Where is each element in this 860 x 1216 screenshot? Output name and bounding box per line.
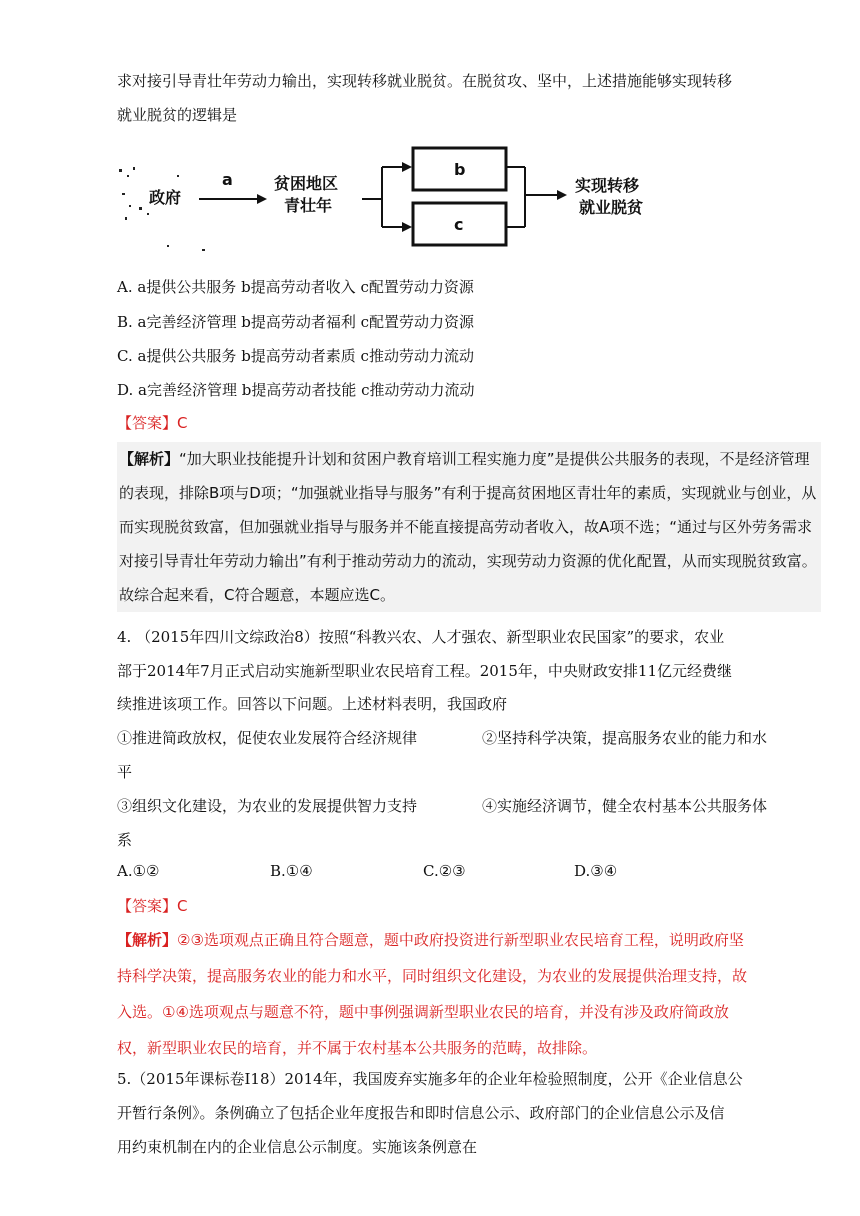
box-c-label: c bbox=[454, 215, 464, 234]
merge-head bbox=[557, 190, 567, 200]
diagram-result-line1: 实现转移 bbox=[575, 176, 640, 195]
q4-option-b: B.①④ bbox=[270, 862, 313, 880]
q5-line-3: 用约束机制在内的企业信息公示制度。实施该条例意在 bbox=[117, 1138, 478, 1156]
diagram-middle-line1: 贫困地区 bbox=[274, 174, 339, 193]
to-b-head bbox=[402, 162, 412, 172]
diagram-result-line2: 就业脱贫 bbox=[579, 198, 644, 217]
q3-analysis-text: “加大职业技能提升计划和贫困户教育培训工程实施力度”是提供公共服务的表现，不是经济管理的表现，排除B项与D项；“加强就业指导与服务”有利于提高贫困地区青壮年的素质，实现就业与创业，从而实现脱贫致富，但加强就业指导与服务并不能直接提高劳动者收入，故A项不选；“通过与区外劳务需求对接引导青壮年劳动力输出”有利于推动劳动力的流动，实现劳动力资源的优化配置，从而实现脱贫致富。故综合起来看，C符合题意，本题应选C。 bbox=[119, 450, 817, 604]
q3-option-b: B. a完善经济管理 b提高劳动者福利 c配置劳动力资源 bbox=[117, 313, 475, 331]
q3-option-a: A. a提供公共服务 b提高劳动者收入 c配置劳动力资源 bbox=[117, 278, 474, 296]
q4-option-a: A.①② bbox=[117, 862, 160, 880]
diagram-gov-label: 政府 bbox=[149, 188, 182, 207]
intro-line-2: 就业脱贫的逻辑是 bbox=[117, 106, 238, 124]
q4-analysis-text: ②③选项观点正确且符合题意，题中政府投资进行新型职业农民培育工程，说明政府坚持科学决策，提高服务农业的能力和水平，同时组织文化建设，为农业的发展提供治理支持，故入选。①④选项观点与题意不符，题中事例强调新型职业农民的培育，并没有涉及政府简政放权，新型职业农民的培育，并不属于农村基本公共服务的范畴，故排除。 bbox=[117, 931, 748, 1057]
q3-option-c: C. a提供公共服务 b提高劳动者素质 c推动劳动力流动 bbox=[117, 347, 474, 365]
q4-statement-2b: 平 bbox=[117, 763, 133, 781]
q4-line-3: 续推进该项工作。回答以下问题。上述材料表明，我国政府 bbox=[117, 695, 508, 713]
q4-statement-3: ③组织文化建设，为农业的发展提供智力支持 bbox=[117, 797, 418, 815]
q4-analysis-label: 【解析】 bbox=[117, 931, 178, 949]
q4-analysis bbox=[117, 922, 757, 1066]
q4-statement-4b: 系 bbox=[117, 831, 133, 849]
noise-speckles bbox=[119, 167, 205, 251]
q4-statement-1: ①推进简政放权，促使农业发展符合经济规律 bbox=[117, 729, 418, 747]
logic-diagram bbox=[117, 145, 677, 255]
q5-line-2: 开暂行条例》。条例确立了包括企业年度报告和即时信息公示、政府部门的企业信息公示及信 bbox=[117, 1104, 725, 1122]
logic-diagram-svg bbox=[117, 145, 677, 255]
q4-option-d: D.③④ bbox=[574, 862, 618, 880]
diagram-arrow-a-label: a bbox=[222, 170, 233, 189]
q3-option-d: D. a完善经济管理 b提高劳动者技能 c推动劳动力流动 bbox=[117, 381, 475, 399]
q4-statement-4a: ④实施经济调节，健全农村基本公共服务体 bbox=[482, 797, 768, 815]
q4-line-1: 4. （2015年四川文综政治8）按照“科教兴农、人才强农、新型职业农民国家”的要求，农业 bbox=[117, 628, 725, 646]
q4-line-2: 部于2014年7月正式启动实施新型职业农民培育工程。2015年，中央财政安排11亿元经费继 bbox=[117, 662, 732, 680]
box-b-label: b bbox=[454, 160, 466, 179]
q3-analysis-label: 【解析】 bbox=[119, 450, 180, 468]
q4-statement-2a: ②坚持科学决策，提高服务农业的能力和水 bbox=[482, 729, 768, 747]
diagram-middle-line2: 青壮年 bbox=[284, 196, 333, 215]
q4-option-c: C.②③ bbox=[423, 862, 466, 880]
q4-answer: 【答案】C bbox=[117, 897, 188, 915]
arrow-a-head bbox=[257, 194, 267, 204]
q3-analysis bbox=[117, 442, 821, 612]
to-c-head bbox=[402, 222, 412, 232]
q3-answer: 【答案】C bbox=[117, 414, 188, 432]
intro-line-1: 求对接引导青壮年劳动力输出，实现转移就业脱贫。在脱贫攻、坚中，上述措施能够实现转移 bbox=[117, 72, 733, 90]
q5-line-1: 5.（2015年课标卷Ⅰ18）2014年，我国废弃实施多年的企业年检验照制度，公开《企业信息公 bbox=[117, 1070, 743, 1088]
